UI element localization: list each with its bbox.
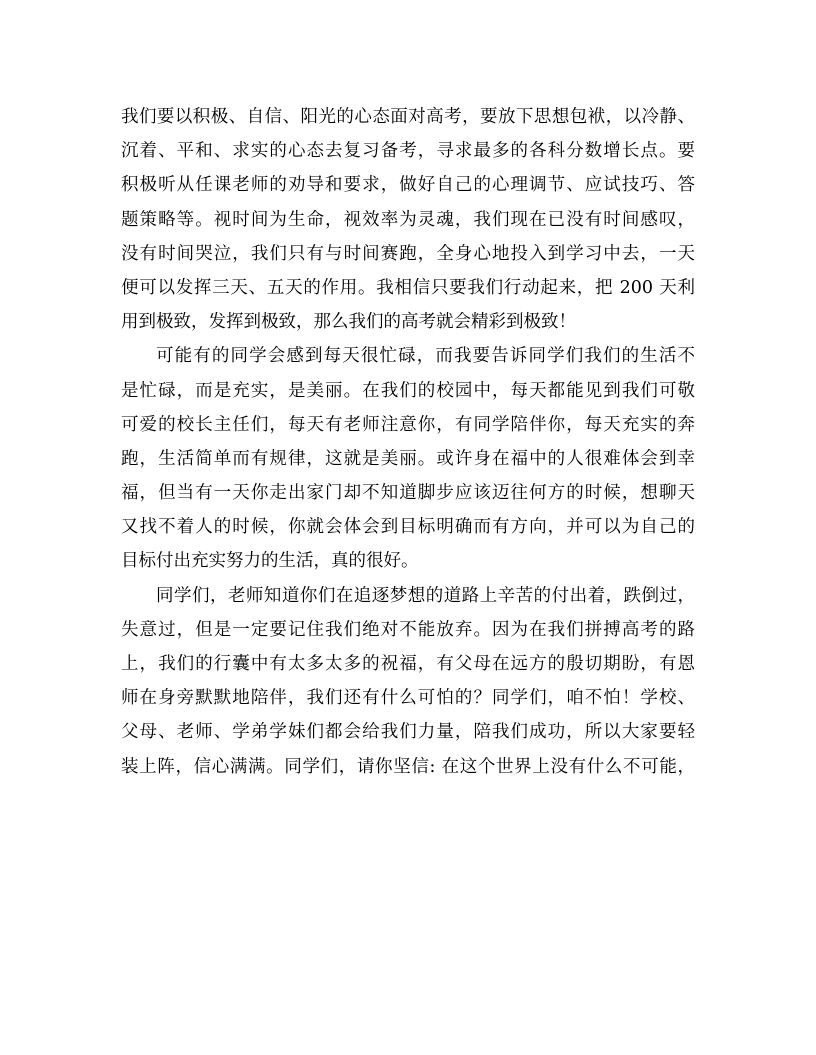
paragraph-3 [121,579,695,784]
text-line: 又找不着人的时候，你就会体会到目标明确而有方向，并可以为自己的 [121,517,695,538]
text-line: 跑，生活简单而有规律，这就是美丽。或许身在福中的人很难体会到幸 [121,448,695,469]
paragraph-2 [121,339,695,578]
text-line: 我们要以积极、自信、阳光的心态面对高考，要放下思想包袱，以冷静、 [121,107,695,127]
text-line: 是忙碌，而是充实，是美丽。在我们的校园中，每天都能见到我们可敬 [121,380,695,401]
text-line: 同学们，老师知道你们在追逐梦想的道路上辛苦的付出着，跌倒过， [156,585,695,606]
text-line: 便可以发挥三天、五天的作用。我相信只要我们行动起来，把 200 天利 [121,277,695,298]
text-line: 上，我们的行囊中有太多太多的祝福，有父母在远方的殷切期盼，有恩 [121,654,695,674]
text-line: 沉着、平和、求实的心态去复习备考，寻求最多的各科分数增长点。要 [121,141,695,162]
text-line: 父母、老师、学弟学妹们都会给我们力量，陪我们成功，所以大家要轻 [121,722,695,743]
text-line: 福，但当有一天你走出家门却不知道脚步应该迈往何方的时候，想聊天 [121,483,695,504]
text-line: 没有时间哭泣，我们只有与时间赛跑，全身心地投入到学习中去，一天 [121,243,695,264]
paragraph-1 [121,100,695,339]
text-line: 可爱的校长主任们，每天有老师注意你，有同学陪伴你，每天充实的奔 [121,414,695,435]
text-line: 可能有的同学会感到每天很忙碌，而我要告诉同学们我们的生活不 [156,346,695,367]
text-line: 题策略等。视时间为生命，视效率为灵魂，我们现在已没有时间感叹， [121,209,695,230]
text-line: 用到极致，发挥到极致，那么我们的高考就会精彩到极致！ [121,312,576,333]
text-line: 失意过，但是一定要记住我们绝对不能放弃。因为在我们拼搏高考的路 [121,619,695,640]
text-line: 装上阵，信心满满。同学们，请你坚信: 在这个世界上没有什么不可能， [121,756,695,777]
document-body [121,100,695,784]
text-line: 积极听从任课老师的劝导和要求，做好自己的心理调节、应试技巧、答 [121,175,695,196]
text-line: 师在身旁默默地陪伴，我们还有什么可怕的？同学们，咱不怕！学校、 [121,688,695,709]
text-line: 目标付出充实努力的生活，真的很好。 [121,551,419,572]
